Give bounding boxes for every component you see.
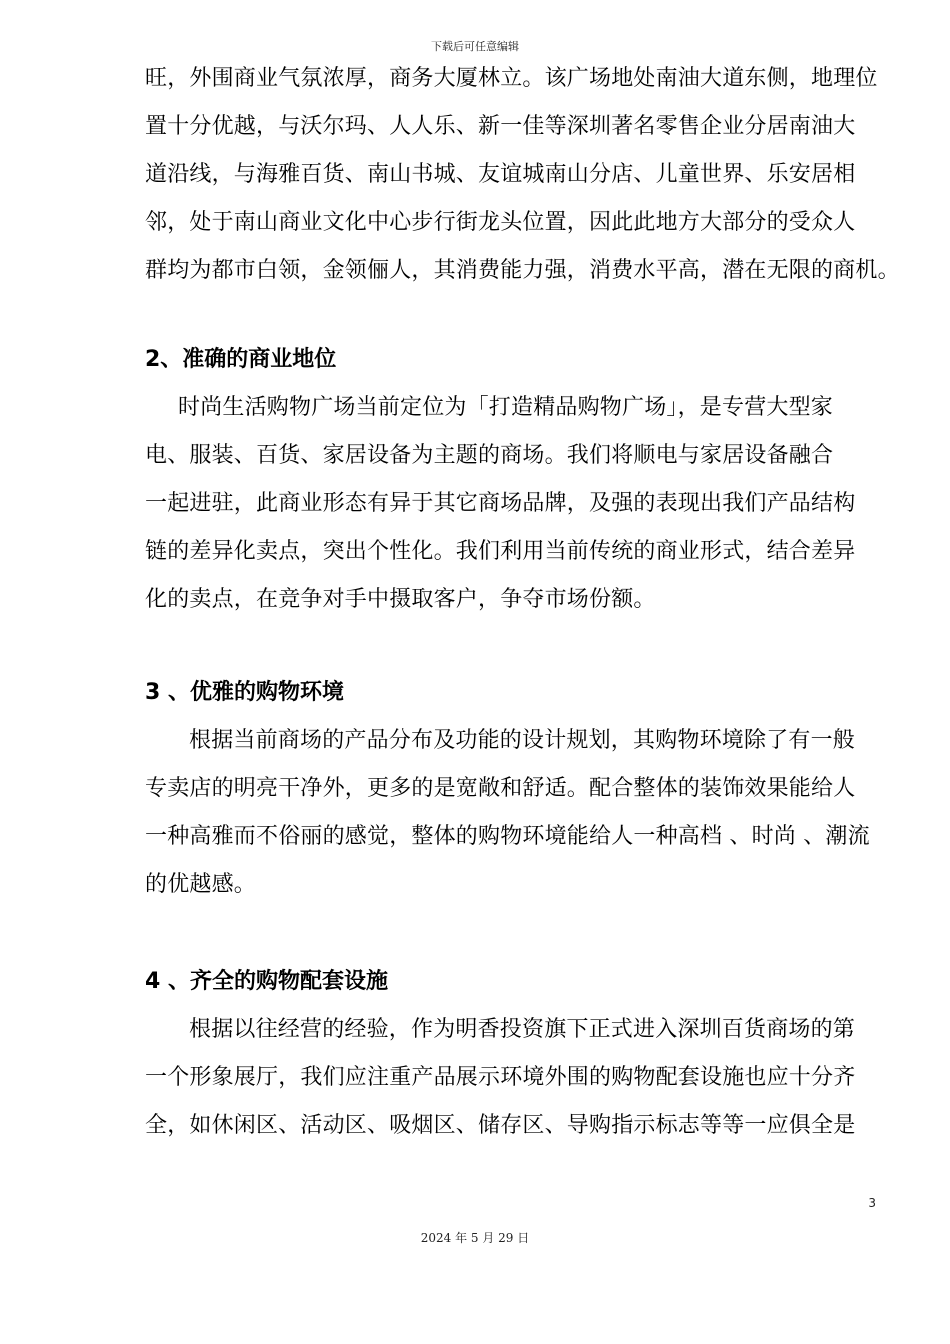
paragraph-line: 根据以往经营的经验，作为明香投资旗下正式进入深圳百货商场的第 (189, 1017, 856, 1042)
paragraph-line: 根据当前商场的产品分布及功能的设计规划，其购物环境除了有一般 (189, 728, 856, 753)
section-heading: 3 、优雅的购物环境 (145, 680, 344, 705)
paragraph-line: 电、服装、百货、家居设备为主题的商场。我们将顺电与家居设备融合 (145, 443, 834, 468)
section-commercial-position (145, 336, 880, 624)
paragraph-line: 一个形象展厅，我们应注重产品展示环境外围的购物配套设施也应十分齐 (145, 1065, 856, 1090)
page-footer-date: 2024 年 5 月 29 日 (420, 1231, 530, 1245)
paragraph-line: 群均为都市白领，金领俪人，其消费能力强，消费水平高，潜在无限的商机。 (145, 258, 900, 283)
section-supporting-facilities (145, 958, 880, 1150)
document-body (145, 55, 900, 1150)
paragraph-line: 一起进驻，此商业形态有异于其它商场品牌，及强的表现出我们产品结构 (145, 491, 856, 516)
paragraph-line: 置十分优越，与沃尔玛、人人乐、新一佳等深圳著名零售企业分居南油大 (145, 114, 856, 139)
paragraph-line: 的优越感。 (145, 872, 257, 897)
page-number: 3 (868, 1196, 876, 1210)
intro-paragraph (145, 55, 900, 295)
paragraph-line: 旺，外围商业气氛浓厚，商务大厦林立。该广场地处南油大道东侧，地理位 (145, 66, 878, 91)
section-shopping-environment (145, 669, 880, 909)
paragraph-line: 化的卖点，在竞争对手中摄取客户，争夺市场份额。 (145, 587, 656, 612)
paragraph-line: 专卖店的明亮干净外，更多的是宽敞和舒适。配合整体的装饰效果能给人 (145, 776, 856, 801)
section-heading: 2、准确的商业地位 (145, 347, 337, 372)
paragraph-line: 全，如休闲区、活动区、吸烟区、储存区、导购指示标志等等一应俱全是 (145, 1113, 856, 1138)
paragraph-line: 邻，处于南山商业文化中心步行街龙头位置，因此此地方大部分的受众人 (145, 210, 856, 235)
paragraph-line: 链的差异化卖点，突出个性化。我们利用当前传统的商业形式，结合差异 (145, 539, 856, 564)
paragraph-line: 时尚生活购物广场当前定位为「打造精品购物广场」，是专营大型家 (178, 395, 834, 420)
paragraph-line: 一种高雅而不俗丽的感觉，整体的购物环境能给人一种高档 、时尚 、潮流 (145, 824, 870, 849)
page-header: 下载后可任意编辑 (431, 40, 519, 53)
section-heading: 4 、齐全的购物配套设施 (145, 969, 388, 994)
paragraph-line: 道沿线，与海雅百货、南山书城、友谊城南山分店、儿童世界、乐安居相 (145, 162, 856, 187)
